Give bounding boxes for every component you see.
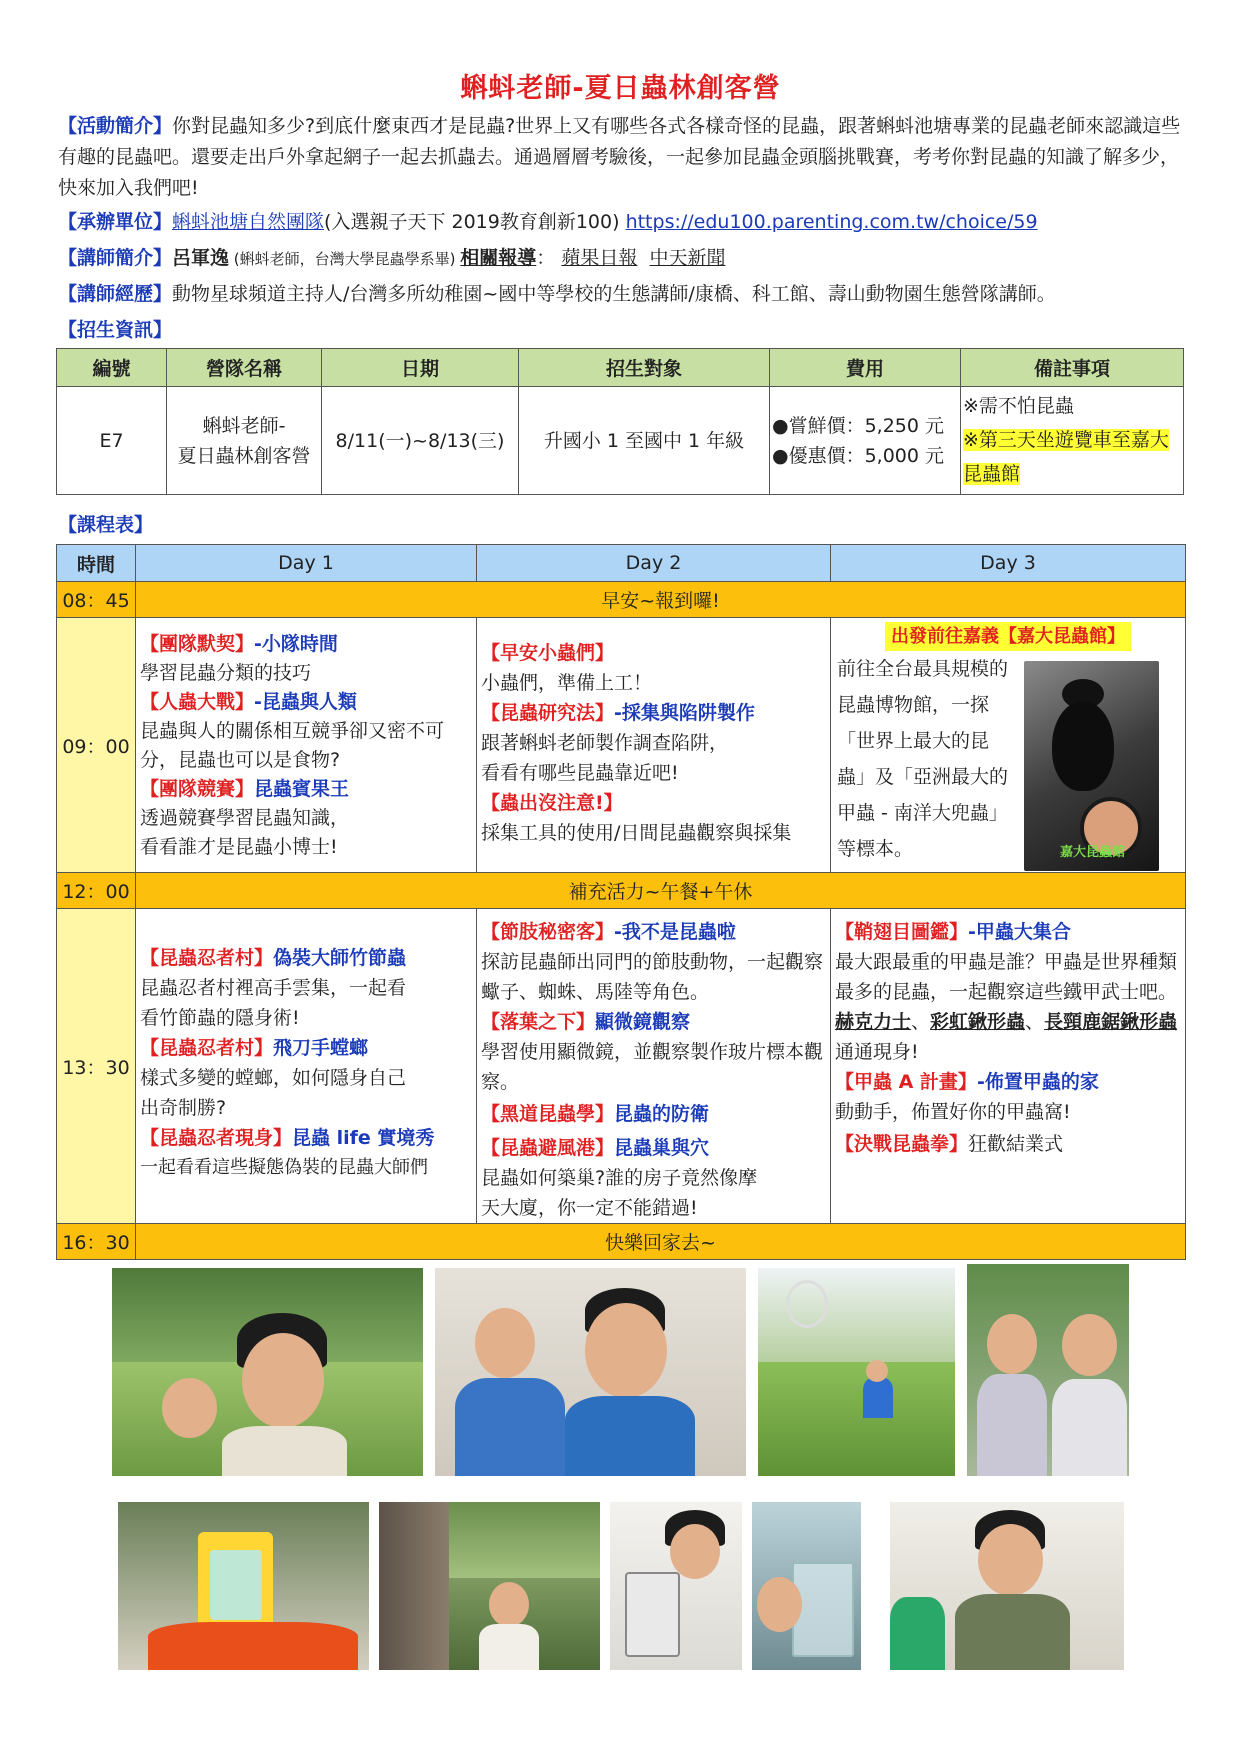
session-title <box>140 1033 472 1063</box>
session-tag: 【團隊競賽】 <box>140 778 255 800</box>
camp-id: E7 <box>57 387 167 495</box>
separator: 、 <box>1025 1011 1045 1033</box>
photo-lizard-kids <box>967 1264 1129 1476</box>
camp-date: 8/11(一)~8/13(三) <box>322 387 519 495</box>
day3-desc: 前往全台最具規模的昆蟲博物館，一探「世界上最大的昆蟲」及「亞洲最大的甲蟲 - 南洋大兜蟲」等標本。 <box>837 658 1009 860</box>
museum-tag: 嘉大昆蟲館 <box>1060 845 1126 860</box>
organizer-note: (入選親子天下 2019教育創新100) <box>324 211 626 233</box>
session-tag: 【昆蟲忍者現身】 <box>140 1127 293 1149</box>
session-desc: 學習昆蟲分類的技巧 <box>140 662 312 684</box>
camp-name-line: 夏日蟲林創客營 <box>177 444 311 467</box>
organizer-label: 【承辦單位】 <box>58 211 173 233</box>
note-highlight-text: ※第三天坐遊覽車至嘉大昆蟲館 <box>963 429 1169 485</box>
instructor-label: 【講師簡介】 <box>58 247 173 269</box>
schedule-header-row <box>57 545 1186 582</box>
session-desc: 一起看看這些擬態偽裝的昆蟲大師們 <box>140 1157 428 1178</box>
photo-beetle-arm <box>435 1268 746 1476</box>
schedule-row <box>57 582 1186 618</box>
band-cell: 早安~報到囉! <box>136 582 1186 618</box>
session-desc <box>835 947 1181 1067</box>
session-title <box>481 638 826 668</box>
band-cell: 補充活力~午餐+午休 <box>136 873 1186 909</box>
session-desc: 跟著蝌蚪老師製作調查陷阱， <box>481 732 729 754</box>
experience-label: 【講師經歷】 <box>58 283 173 305</box>
enroll-header: 費用 <box>770 349 961 387</box>
session-desc: 昆蟲忍者村裡高手雲集，一起看 <box>140 977 407 999</box>
session-tag: 【昆蟲研究法】 <box>481 702 615 724</box>
session-desc: 透過競賽學習昆蟲知識， <box>140 807 350 829</box>
day2-morning <box>477 618 831 873</box>
session-tag: 【昆蟲避風港】 <box>481 1137 615 1159</box>
instructor-detail: (蝌蚪老師，台灣大學昆蟲學系畢) <box>229 250 461 268</box>
session-desc: 採集工具的使用/日間昆蟲觀察與採集 <box>481 822 792 844</box>
session-tag: 【甲蟲 A 計畫】 <box>835 1071 977 1093</box>
session-title <box>140 775 472 804</box>
session-desc: 看看誰才是昆蟲小博士! <box>140 836 338 858</box>
session-desc: 樣式多變的螳螂，如何隱身自己 <box>140 1067 407 1089</box>
day1-morning <box>136 618 477 873</box>
intro-paragraph <box>58 111 1188 204</box>
organizer-line <box>58 207 1188 238</box>
photo-microscope <box>610 1502 742 1670</box>
time-cell: 09：00 <box>57 618 136 873</box>
session-name: -佈置甲蟲的家 <box>976 1071 1099 1093</box>
session-title <box>835 917 1181 947</box>
note-highlight <box>963 423 1171 491</box>
schedule-table <box>56 544 1186 1260</box>
session-name: 偽裝大師竹節蟲 <box>273 947 407 969</box>
photo-butterfly-kid <box>112 1268 423 1476</box>
session-tag: 【團隊默契】 <box>140 633 255 655</box>
session-title <box>481 1133 826 1163</box>
camp-notes <box>961 387 1184 495</box>
schedule-label: 【課程表】 <box>58 514 154 536</box>
session-desc: 小蟲們，準備上工！ <box>481 672 653 694</box>
enroll-section-label <box>58 315 1188 346</box>
schedule-row <box>57 873 1186 909</box>
session-tag: 【昆蟲忍者村】 <box>140 947 274 969</box>
photo-beetle-hold <box>890 1502 1124 1670</box>
session-tag: 【落葉之下】 <box>481 1011 596 1033</box>
media-link-apple[interactable]: 蘋果日報 <box>561 247 638 269</box>
instructor-name: 呂軍逸 <box>172 247 230 269</box>
session-tag: 【早安小蟲們】 <box>481 642 615 664</box>
table-row <box>57 387 1184 495</box>
session-name: 昆蟲巢與穴 <box>614 1137 710 1159</box>
experience-text: 動物星球頻道主持人/台灣多所幼稚園~國中等學校的生態講師/康橋、科工館、壽山動物園生態營隊講師。 <box>172 283 1056 305</box>
day3-afternoon <box>831 909 1186 1224</box>
beetle-body-shape <box>1052 701 1114 791</box>
camp-name-line: 蝌蚪老師- <box>202 414 286 437</box>
session-name: -採集與陷阱製作 <box>614 702 755 724</box>
instructor-line <box>58 243 1188 275</box>
enroll-header-row <box>57 349 1184 387</box>
schedule-row <box>57 909 1186 1224</box>
enroll-header: 營隊名稱 <box>167 349 322 387</box>
session-title <box>140 630 472 659</box>
note-line: ※需不怕昆蟲 <box>963 395 1074 417</box>
fee-early: ●嘗鮮價：5,250 元 <box>772 414 945 437</box>
session-name: -我不是昆蟲啦 <box>614 921 736 943</box>
enroll-header: 備註事項 <box>961 349 1184 387</box>
media-link-ctitv[interactable]: 中天新聞 <box>649 247 726 269</box>
camp-target: 升國小 1 至國中 1 年級 <box>519 387 770 495</box>
schedule-row <box>57 618 1186 873</box>
session-tag: 【鞘翅目圖鑑】 <box>835 921 969 943</box>
session-tag: 【決戰昆蟲拳】 <box>835 1133 969 1155</box>
session-name: 昆蟲的防衛 <box>614 1103 710 1125</box>
beetle-museum-photo <box>1024 661 1159 871</box>
session-name: 飛刀手螳螂 <box>273 1037 369 1059</box>
session-tag: 【昆蟲忍者村】 <box>140 1037 274 1059</box>
day1-afternoon <box>136 909 477 1224</box>
intro-text: 你對昆蟲知多少?到底什麼東西才是昆蟲?世界上又有哪些各式各樣奇怪的昆蟲，跟著蝌蚪池塘專業的昆蟲老師來認識這些有趣的昆蟲吧。還要走出戶外拿起網子一起去抓蟲去。通過層層考驗後，一起參加昆蟲金頭腦挑戰賽，考考你對昆蟲的知識了解多少，快來加入我們吧! <box>58 115 1181 199</box>
experience-line <box>58 279 1188 310</box>
schedule-header: Day 1 <box>136 545 477 582</box>
time-cell: 13：30 <box>57 909 136 1224</box>
session-title <box>140 1123 472 1153</box>
session-name: 昆蟲賓果王 <box>254 778 350 800</box>
session-desc-tail: 通通現身! <box>835 1041 919 1063</box>
session-title <box>481 698 826 728</box>
fee-discount: ●優惠價：5,000 元 <box>772 444 945 467</box>
photo-insect-tank <box>752 1502 861 1670</box>
day3-header-text: 出發前往嘉義【嘉大昆蟲館】 <box>885 622 1131 651</box>
schedule-header: Day 2 <box>477 545 831 582</box>
schedule-header: 時間 <box>57 545 136 582</box>
enroll-header: 招生對象 <box>519 349 770 387</box>
session-tag: 【蟲出沒注意!】 <box>481 792 623 814</box>
session-title <box>481 1099 826 1129</box>
day2-afternoon <box>477 909 831 1224</box>
enroll-label: 【招生資訊】 <box>58 319 173 341</box>
time-cell: 08：45 <box>57 582 136 618</box>
camp-name <box>167 387 322 495</box>
schedule-header: Day 3 <box>831 545 1186 582</box>
report-label: 相關報導 <box>460 247 537 269</box>
beetle-name: 赫克力士 <box>835 1011 912 1033</box>
session-desc: 狂歡結業式 <box>968 1133 1064 1155</box>
session-title <box>481 917 826 947</box>
session-tag: 【節肢秘密客】 <box>481 921 615 943</box>
organizer-link[interactable]: 蝌蚪池塘自然團隊 <box>172 211 325 233</box>
session-title <box>835 1129 1181 1159</box>
session-title <box>140 943 472 973</box>
session-tag: 【黑道昆蟲學】 <box>481 1103 615 1125</box>
session-desc: 出奇制勝? <box>140 1097 227 1119</box>
time-cell: 16：30 <box>57 1224 136 1260</box>
session-desc: 天大廈，你一定不能錯過! <box>481 1197 698 1219</box>
session-name: 昆蟲 life 實境秀 <box>292 1127 435 1149</box>
session-desc: 動動手，佈置好你的甲蟲窩! <box>835 1101 1071 1123</box>
session-title <box>481 788 826 818</box>
session-desc-text: 最大跟最重的甲蟲是誰？甲蟲是世界種類最多的昆蟲，一起觀察這些鐵甲武士吧。 <box>835 951 1178 1003</box>
session-desc: 看看有哪些昆蟲靠近吧! <box>481 762 679 784</box>
session-name: -小隊時間 <box>254 633 338 655</box>
session-desc: 昆蟲如何築巢?誰的房子竟然像摩 <box>481 1167 758 1189</box>
schedule-row <box>57 1224 1186 1260</box>
organizer-url[interactable]: https://edu100.parenting.com.tw/choice/59 <box>625 211 1038 233</box>
session-name: -昆蟲與人類 <box>254 691 357 713</box>
separator: 、 <box>911 1011 931 1033</box>
enroll-header: 編號 <box>57 349 167 387</box>
report-colon: ： <box>536 247 562 269</box>
page-title: 蝌蚪老師-夏日蟲林創客營 <box>460 73 781 104</box>
photo-magnifier-box <box>118 1502 369 1670</box>
photo-tree-search <box>379 1502 600 1670</box>
session-title <box>835 1067 1181 1097</box>
schedule-section-label <box>58 510 1188 541</box>
session-title <box>481 1007 826 1037</box>
session-desc: 昆蟲與人的關係相互競爭卻又密不可分，昆蟲也可以是食物? <box>140 720 445 771</box>
session-name: 顯微鏡觀察 <box>595 1011 691 1033</box>
session-name: -甲蟲大集合 <box>968 921 1071 943</box>
session-tag: 【人蟲大戰】 <box>140 691 255 713</box>
day3-header <box>835 622 1181 651</box>
camp-fee <box>770 387 961 495</box>
enroll-header: 日期 <box>322 349 519 387</box>
beetle-name: 長頸鹿鋸鍬形蟲 <box>1044 1011 1178 1033</box>
photo-bug-net <box>758 1268 955 1476</box>
time-cell: 12：00 <box>57 873 136 909</box>
beetle-name: 彩虹鍬形蟲 <box>930 1011 1026 1033</box>
session-desc: 看竹節蟲的隱身術! <box>140 1007 300 1029</box>
intro-label: 【活動簡介】 <box>58 115 173 137</box>
session-title <box>140 688 472 717</box>
band-cell: 快樂回家去~ <box>136 1224 1186 1260</box>
enroll-table <box>56 348 1184 495</box>
session-desc: 學習使用顯微鏡，並觀察製作玻片標本觀察。 <box>481 1041 824 1093</box>
session-desc: 探訪昆蟲師出同門的節肢動物，一起觀察蠍子、蜘蛛、馬陸等角色。 <box>481 951 824 1003</box>
